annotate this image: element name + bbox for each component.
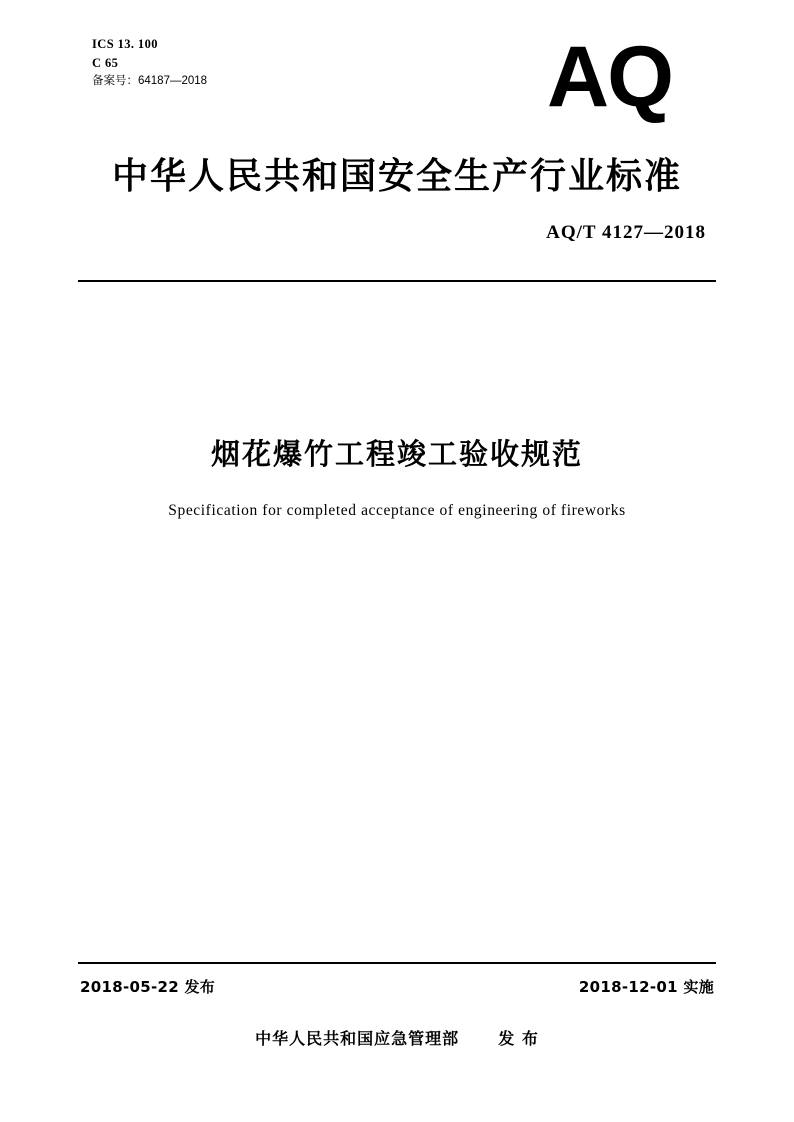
header-meta-block	[92, 35, 207, 90]
divider-bottom	[78, 962, 716, 964]
aq-logo: AQ	[547, 29, 672, 125]
classification-code: C 65	[92, 55, 119, 70]
document-title-cn: 烟花爆竹工程竣工验收规范	[210, 437, 583, 471]
effective-date: 2018-12-01 实施	[578, 978, 714, 996]
dates-row	[78, 976, 716, 997]
national-standard-title: 中华人民共和国安全生产行业标准	[111, 156, 682, 197]
cover-content	[78, 0, 716, 1122]
issue-date: 2018-05-22 发布	[80, 978, 216, 996]
issuer-name: 中华人民共和国应急管理部	[255, 1029, 460, 1048]
record-number: 备案号：64187—2018	[92, 74, 208, 87]
standard-number: AQ/T 4127—2018	[546, 222, 706, 243]
document-title-en: Specification for completed acceptance of engineering of fireworks	[168, 502, 626, 519]
issuer-suffix: 发 布	[498, 1029, 539, 1048]
issuer-line	[78, 1026, 716, 1049]
ics-code: ICS 13. 100	[92, 37, 158, 51]
divider-top	[78, 280, 716, 282]
